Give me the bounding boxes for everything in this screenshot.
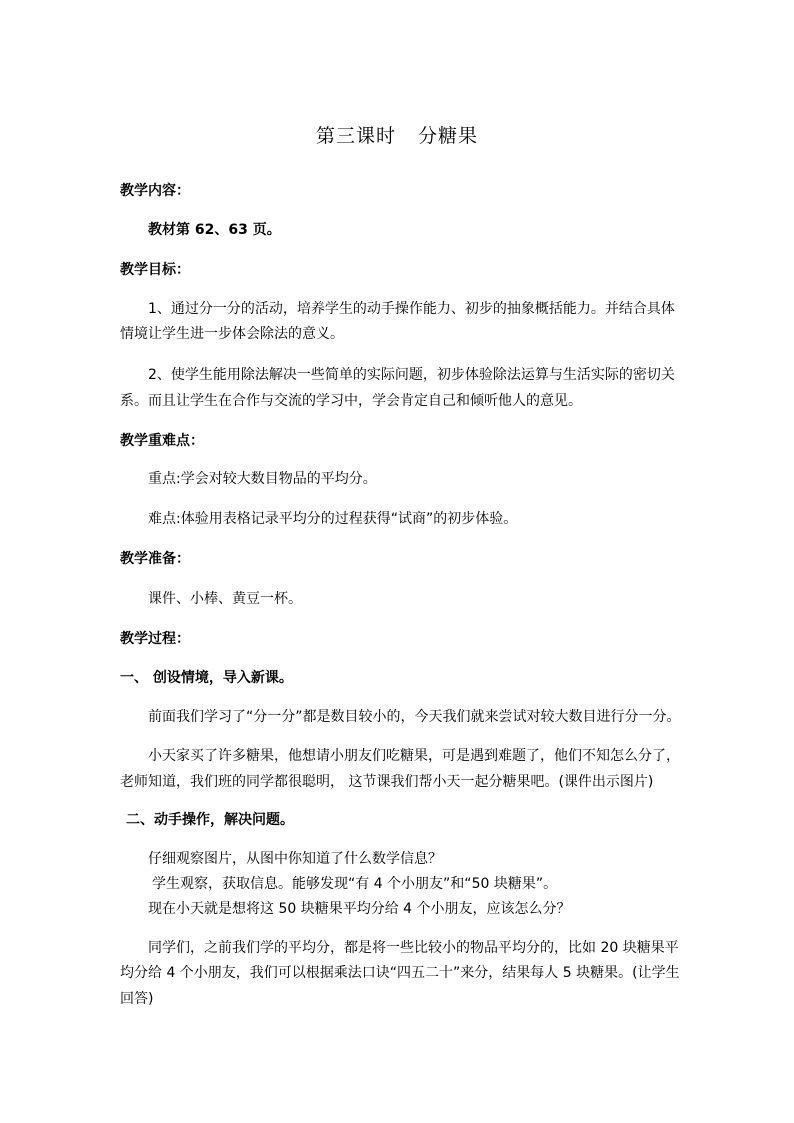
key-point: 重点:学会对较大数目物品的平均分。 [148,471,377,487]
title-topic: 分糖果 [418,125,479,147]
section-2-line-2: 学生观察，获取信息。能够发现“有 4 个小朋友”和“50 块糖果”。 [152,876,558,892]
goal-1-line-1: 1、通过分一分的活动，培养学生的动手操作能力、初步的抽象概括能力。并结合具体 [148,301,675,317]
prep-heading: 教学准备： [120,551,190,567]
keypoints-heading: 教学重难点： [120,433,204,449]
goals-heading: 教学目标： [120,262,190,278]
goal-2-line-2: 系。而且让学生在合作与交流的学习中，学会肯定自己和倾听他人的意见。 [120,393,582,409]
title-lesson-number: 第三课时 [315,125,396,147]
section-2-paragraph-4-line-2: 均分给 4 个小朋友，我们可以根据乘法口诀“四五二十”来分，结果每人 5 块糖果。(让学生 [120,965,680,981]
section-1-paragraph-2-line-2: 老师知道，我们班的同学都很聪明， 这节课我们帮小天一起分糖果吧。(课件出示图片) [120,774,654,790]
page-title [0,124,794,148]
difficult-point: 难点:体验用表格记录平均分的过程获得“试商”的初步体验。 [148,511,518,527]
content-text: 教材第 62、63 页。 [148,222,281,238]
section-1-paragraph-2-line-1: 小天家买了许多糖果，他想请小朋友们吃糖果，可是遇到难题了，他们不知怎么分了， [148,748,680,764]
section-1-paragraph-1: 前面我们学习了“分一分”都是数目较小的，今天我们就来尝试对较大数目进行分一分。 [148,709,681,725]
section-2-line-1: 仔细观察图片，从图中你知道了什么数学信息？ [148,851,442,867]
goal-1-line-2: 情境让学生进一步体会除法的意义。 [120,326,344,342]
content-heading: 教学内容： [120,183,190,199]
section-1-heading: 一、 创设情境，导入新课。 [120,670,293,686]
section-2-paragraph-4-line-3: 回答) [120,991,154,1007]
section-2-paragraph-4-line-1: 同学们，之前我们学的平均分，都是将一些比较小的物品平均分的，比如 20 块糖果平 [148,940,679,956]
section-2-line-3: 现在小天就是想将这 50 块糖果平均分给 4 个小朋友，应该怎么分？ [148,901,571,917]
prep-text: 课件、小棒、黄豆一杯。 [148,591,302,607]
process-heading: 教学过程： [120,631,190,647]
goal-2-line-1: 2、使学生能用除法解决一些简单的实际问题，初步体验除法运算与生活实际的密切关 [148,367,675,383]
section-2-heading: 二、动手操作，解决问题。 [126,812,294,828]
